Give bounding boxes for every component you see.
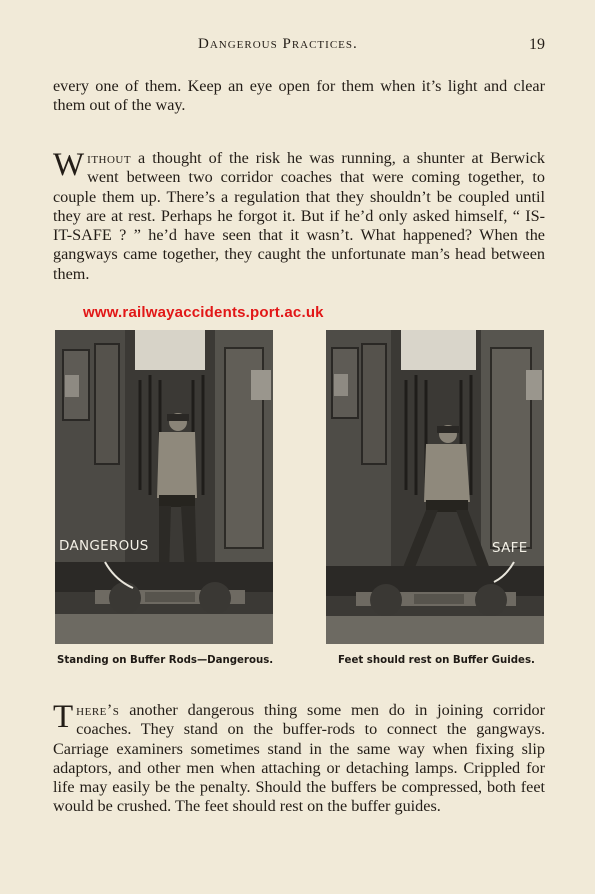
photo-feet-on-buffer-guides	[326, 330, 544, 644]
paragraph-body: a thought of the risk he was running, a shunter at Berwick went between two corridor coaches that were coming together, to couple them up. There’s a regulation that they shouldn’t be coupled until they are at rest. Perhaps he forgot it. But if he’d only asked himself, “ IS-IT-SAFE ? ” he’d have seen that it wasn’t. What happened? When the gangways came together, they caught the unfortunate man’s head between them.	[53, 149, 545, 283]
photo-illustration-left	[55, 330, 273, 644]
paragraph-buffer-rods	[53, 701, 545, 817]
safe-label: SAFE	[492, 540, 528, 556]
website-watermark: www.railwayaccidents.port.ac.uk	[83, 304, 324, 321]
photo-standing-on-buffer-rods	[55, 330, 273, 644]
drop-cap: W	[53, 147, 85, 183]
caption-dangerous: Standing on Buffer Rods—Dangerous.	[57, 655, 274, 666]
paragraph-berwick-shunter	[53, 149, 545, 284]
lead-in-smallcaps: ithout	[87, 149, 132, 167]
caption-safe: Feet should rest on Buffer Guides.	[338, 655, 535, 666]
photo-illustration-right	[326, 330, 544, 644]
paragraph-continued: every one of them. Keep an eye open for them when it’s light and clear them out of the way.	[53, 77, 545, 115]
lead-in-smallcaps: here’s	[76, 701, 120, 719]
running-title: Dangerous Practices.	[198, 36, 358, 52]
paragraph-body: another dangerous thing some men do in joining corridor coaches. They stand on the buffer-rods to connect the gangways. Carriage examiners sometimes stand in the same way when fixing slip adaptors, and other men when attaching or detaching lamps. Crippled for life may easily be the penalty. Should the buffers be compressed, both feet would be crushed. The feet should rest on the buffer guides.	[53, 701, 545, 816]
drop-cap: T	[53, 699, 74, 735]
dangerous-label: DANGEROUS	[59, 538, 149, 554]
page-header	[0, 36, 595, 56]
page-number: 19	[529, 36, 545, 53]
